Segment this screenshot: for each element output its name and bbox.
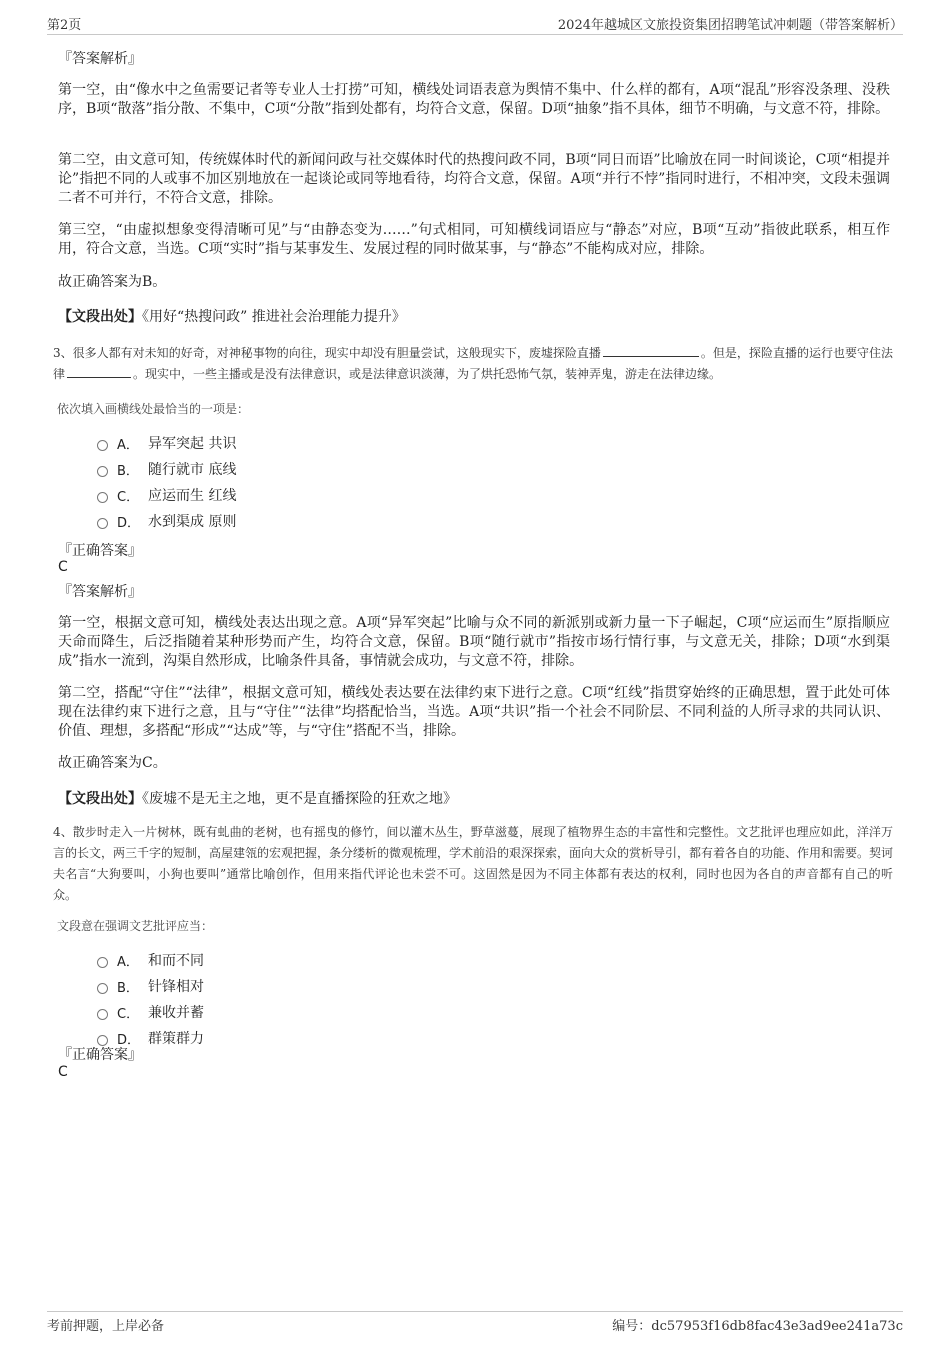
document-id: 编号：dc57953f16db8fac43e3ad9ee241a73c — [612, 1319, 903, 1334]
option-text: 针锋相对 — [148, 979, 204, 995]
q3-conclusion: 故正确答案为C。 — [58, 755, 167, 771]
q3-analysis-tag: 『答案解析』 — [58, 584, 142, 600]
q3-analysis-paragraph-2: 第二空，搭配“守住”“法律”，根据文意可知，横线处表达要在法律约束下进行之意。C项“红线”指贯穿始终的正确思想，置于此处可体现在法律约束下进行之意，且与“守住”“法律”均搭配恰当，当选。A项“共识”指一个社会不同阶层、不同利益的人所寻求的共同认识、价值、理想，多搭配“形成”“达成”等，与“守住”搭配不当，排除。 — [58, 685, 890, 739]
option-text: 随行就市 底线 — [148, 462, 237, 478]
q3-option-d[interactable] — [97, 511, 236, 531]
radio-icon[interactable] — [97, 466, 108, 477]
q2-conclusion: 故正确答案为B。 — [58, 274, 167, 290]
radio-icon[interactable] — [97, 957, 108, 968]
q2-analysis-paragraph-2: 第二空，由文意可知，传统媒体时代的新闻问政与社交媒体时代的热搜问政不同，B项“同日而语”比喻放在同一时间谈论，C项“相提并论”指把不同的人或事不加区别地放在一起谈论或同等地看待，均符合文意，保留。A项“并行不悖”指同时进行，不相冲突，文段未强调二者不可并行，不符合文意，排除。 — [58, 152, 890, 206]
q4-option-c[interactable] — [97, 1002, 204, 1022]
q3-source-text: 《废墟不是无主之地，更不是直播探险的狂欢之地》 — [142, 791, 457, 807]
radio-icon[interactable] — [97, 440, 108, 451]
q4-option-b[interactable] — [97, 976, 204, 996]
q4-answer: C — [58, 1064, 68, 1080]
option-letter: A． — [117, 954, 139, 970]
radio-icon[interactable] — [97, 1009, 108, 1020]
q2-source-label: 【文段出处】 — [58, 309, 142, 325]
q3-stem-part-2: 。但是，探险直播的运行也要守住法律 — [53, 346, 893, 381]
q2-source-text: 《用好“热搜问政” 推进社会治理能力提升》 — [142, 309, 406, 325]
q2-analysis-paragraph-1: 第一空，由“像水中之鱼需要记者等专业人士打捞”可知，横线处词语表意为舆情不集中、什么样的都有，A项“混乱”形容没条理、没秩序，B项“散落”指分散、不集中，C项“分散”指到处都有，均符合文意，保留。D项“抽象”指不具体，细节不明确，与文意不符，排除。 — [58, 82, 890, 117]
q3-stem-part-1: 3、很多人都有对未知的好奇，对神秘事物的向往，现实中却没有胆量尝试，这般现实下，废墟探险直播 — [53, 346, 601, 360]
option-text: 和而不同 — [148, 953, 204, 969]
q3-source-label: 【文段出处】 — [58, 791, 142, 807]
q4-option-a[interactable] — [97, 950, 204, 970]
q3-blank-2 — [67, 365, 131, 378]
option-text: 应运而生 红线 — [148, 488, 237, 504]
document-title: 2024年越城区文旅投资集团招聘笔试冲刺题（带答案解析） — [557, 18, 903, 33]
q3-answer-tag: 『正确答案』 — [58, 543, 142, 559]
q3-blank-1 — [603, 344, 699, 357]
option-letter: D． — [117, 1032, 141, 1048]
option-letter: B． — [117, 463, 139, 479]
q3-prompt: 依次填入画横线处最恰当的一项是： — [57, 402, 250, 416]
q3-option-a[interactable] — [97, 433, 236, 453]
q4-prompt: 文段意在强调文艺批评应当： — [57, 919, 214, 933]
q4-answer-tag: 『正确答案』 — [58, 1047, 142, 1063]
radio-icon[interactable] — [97, 518, 108, 529]
option-letter: C． — [117, 1006, 140, 1022]
radio-icon[interactable] — [97, 492, 108, 503]
q2-source — [58, 306, 406, 326]
radio-icon[interactable] — [97, 983, 108, 994]
option-letter: B． — [117, 980, 139, 996]
option-text: 兼收并蓄 — [148, 1005, 204, 1021]
page-header — [47, 14, 903, 35]
q3-option-b[interactable] — [97, 459, 236, 479]
q3-analysis-paragraph-1: 第一空，根据文意可知，横线处表达出现之意。A项“异军突起”比喻与众不同的新派别或新力量一下子崛起，C项“应运而生”原指顺应天命而降生，后泛指随着某种形势而产生，均符合文意，保留。B项“随行就市”指按市场行情行事，与文意无关，排除；D项“水到渠成”指水一流到，沟渠自然形成，比喻条件具备，事情就会成功，与文意不符，排除。 — [58, 615, 890, 669]
option-letter: D． — [117, 515, 141, 531]
q2-analysis-paragraph-3: 第三空，“由虚拟想象变得清晰可见”与“由静态变为……”句式相同，可知横线词语应与“静态”对应，B项“互动”指彼此联系，相互作用，符合文意，当选。C项“实时”指与某事发生、发展过程的同时做某事，与“静态”不能构成对应，排除。 — [58, 222, 890, 257]
q4-stem: 4、散步时走入一片树林，既有虬曲的老树，也有摇曳的修竹，间以灌木丛生，野草滋蔓，展现了植物界生态的丰富性和完整性。文艺批评也理应如此，洋洋万言的长文，两三千字的短制，高屋建瓴的宏观把握，条分缕析的微观梳理，学术前沿的艰深探索，面向大众的赏析导引，都有着各自的功能、作用和需要。契诃夫名言“大狗要叫，小狗也要叫”通常比喻创作，但用来指代评论也未尝不可。这固然是因为不同主体都有表达的权利，同时也因为各自的声音都有自己的听众。 — [53, 825, 894, 902]
q2-analysis-tag: 『答案解析』 — [58, 51, 142, 67]
option-letter: C． — [117, 489, 140, 505]
page-number: 第2页 — [47, 18, 82, 33]
q3-stem — [53, 343, 893, 385]
option-letter: A． — [117, 437, 139, 453]
option-text: 群策群力 — [148, 1031, 204, 1047]
q3-option-c[interactable] — [97, 485, 236, 505]
q3-answer: C — [58, 559, 68, 575]
q3-source — [58, 788, 457, 808]
footer-slogan: 考前押题，上岸必备 — [47, 1319, 165, 1334]
option-text: 异军突起 共识 — [148, 436, 237, 452]
q3-stem-part-3: 。现实中，一些主播或是没有法律意识，或是法律意识淡薄，为了烘托恐怖气氛，装神弄鬼，游走在法律边缘。 — [133, 367, 722, 381]
page-footer — [47, 1311, 903, 1334]
option-text: 水到渠成 原则 — [148, 514, 237, 530]
